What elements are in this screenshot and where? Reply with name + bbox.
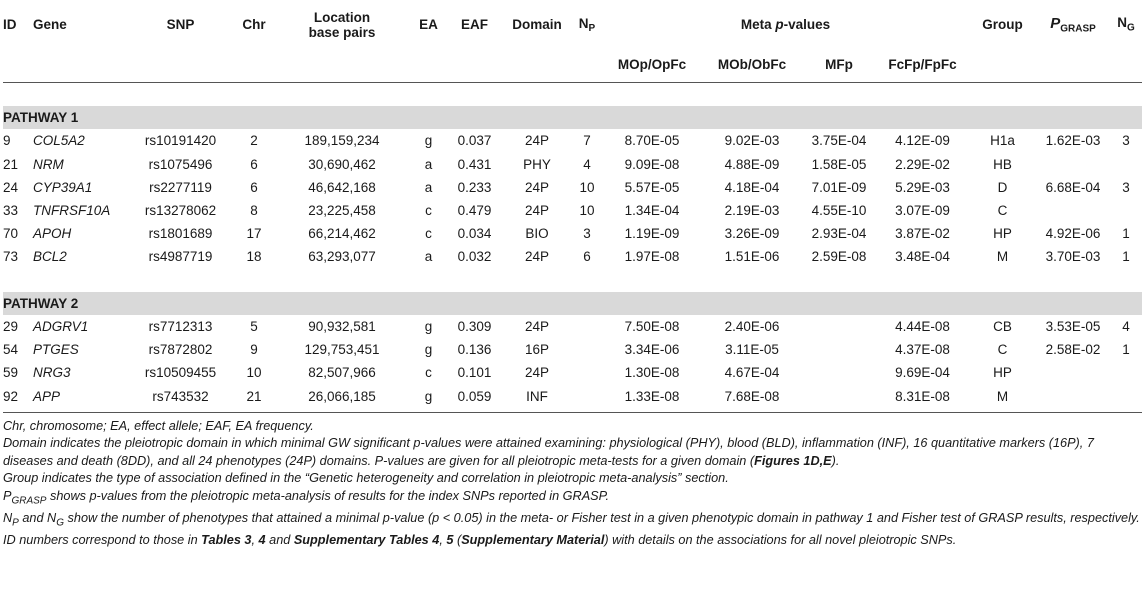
cell-pgrasp: 3.70E-03 [1045, 249, 1101, 265]
cell-id: 73 [3, 249, 19, 265]
cell-fcfp: 3.07E-09 [895, 203, 950, 219]
cell-mob: 3.11E-05 [725, 342, 779, 358]
cell-np [572, 338, 602, 361]
header-pgrasp-main: P [1050, 14, 1061, 32]
cell-pgrasp: 1.62E-03 [1045, 133, 1101, 149]
cell-pgrasp: 6.68E-04 [1045, 179, 1101, 195]
cell-id: 33 [3, 203, 19, 219]
header-meta-pvalues [602, 3, 969, 46]
table-row [3, 361, 1142, 384]
cell-domain: 16P [524, 342, 550, 358]
cell-pgrasp [1036, 384, 1110, 407]
cell-ea: a [424, 179, 433, 195]
link-supplementary-table-5[interactable]: 5 [446, 532, 454, 547]
cell-domain: 24P [524, 318, 550, 334]
cell-ng [1110, 361, 1142, 384]
cell-np: 3 [583, 226, 591, 242]
cell-snp: rs13278062 [144, 203, 217, 219]
cell-fcfp: 5.29E-03 [895, 179, 950, 195]
header-mob: MOb/ObFc [702, 46, 802, 83]
cell-ng [1110, 199, 1142, 222]
cell-group: M [996, 388, 1009, 404]
cell-eaf: 0.136 [457, 342, 492, 358]
table-body [3, 83, 1142, 413]
cell-eaf: 0.233 [457, 179, 492, 195]
cell-mob: 2.40E-06 [724, 318, 780, 334]
cell-group: C [997, 203, 1008, 219]
cell-ng [1110, 153, 1142, 176]
cell-ea: c [425, 203, 432, 219]
cell-mob: 4.67E-04 [724, 365, 780, 381]
cell-fcfp: 4.12E-09 [895, 133, 950, 149]
cell-group: HP [993, 226, 1012, 242]
cell-location: 189,159,234 [304, 133, 380, 149]
footnote-pgrasp-sub: GRASP [11, 495, 47, 507]
header-ng-main: N [1117, 15, 1128, 31]
cell-snp: rs7872802 [148, 342, 213, 358]
cell-domain: INF [526, 388, 548, 404]
cell-fcfp: 4.44E-08 [895, 318, 950, 334]
cell-id: 59 [3, 365, 19, 381]
cell-mob: 7.68E-08 [724, 388, 780, 404]
cell-location: 82,507,966 [308, 365, 376, 381]
cell-ea: c [425, 365, 432, 381]
footnote-abbrev: Chr, chromosome; EA, effect allele; EAF, EA frequency. [3, 419, 314, 433]
cell-ng: 1 [1122, 226, 1130, 242]
cell-chr: 8 [250, 203, 258, 219]
header-meta-p: p [775, 17, 784, 32]
cell-mop: 1.33E-08 [624, 388, 680, 404]
cell-domain: 24P [524, 179, 550, 195]
cell-location: 90,932,581 [308, 318, 376, 334]
cell-group: C [997, 342, 1008, 358]
header-ng-sub: G [1127, 22, 1135, 34]
cell-ng [1110, 384, 1142, 407]
cell-mob: 4.18E-04 [724, 179, 780, 195]
header-location-line1: Location [313, 9, 371, 25]
cell-mob: 3.26E-09 [724, 226, 780, 242]
link-supplementary-material[interactable]: Supplementary Material [461, 532, 605, 547]
cell-snp: rs10191420 [144, 133, 217, 149]
cell-pgrasp: 2.58E-02 [1045, 342, 1101, 358]
cell-ea: g [424, 318, 433, 334]
cell-chr: 17 [246, 226, 262, 242]
cell-gene: NRM [33, 156, 64, 172]
cell-location: 129,753,451 [304, 342, 380, 358]
header-ea: EA [419, 17, 438, 32]
cell-ng: 4 [1122, 318, 1130, 334]
cell-ng: 3 [1122, 133, 1130, 149]
section-title: PATHWAY 2 [3, 292, 1142, 315]
cell-ng: 1 [1122, 249, 1130, 265]
cell-fcfp: 3.48E-04 [895, 249, 950, 265]
footnote-domain [3, 435, 1142, 470]
cell-gene: BCL2 [33, 249, 67, 265]
cell-mop: 3.34E-06 [624, 342, 680, 358]
footnote-group: Group indicates the type of association defined in the “Genetic heterogeneity and correlation in pleiotropic meta-analysis” section. [3, 471, 729, 486]
cell-chr: 6 [250, 156, 258, 172]
header-mfp: MFp [802, 46, 876, 83]
cell-chr: 5 [250, 318, 258, 334]
footnote-domain-text: Domain indicates the pleiotropic domain in which minimal GW significant p-values were attained examining: physiological (PHY), blood (BLD), inflammation (INF), 16 quantitative markers (16P), 7 diseases and death (8DD), and all 24 phenotypes (24P) domains. P-values are given for all pleiotropic meta-tests for a given domain ( [3, 436, 1094, 468]
table-row [3, 384, 1142, 407]
header-meta-rest: -values [783, 17, 831, 32]
cell-fcfp: 3.87E-02 [895, 226, 950, 242]
cell-mop: 1.97E-08 [624, 249, 680, 265]
cell-np [572, 361, 602, 384]
cell-gene: COL5A2 [33, 133, 85, 149]
cell-np: 10 [579, 179, 595, 195]
cell-gene: PTGES [33, 342, 79, 358]
table-row [3, 245, 1142, 268]
footnote-id-numbers [3, 532, 1142, 549]
cell-eaf: 0.037 [457, 133, 492, 149]
header-meta-label: Meta [740, 17, 776, 32]
table-row [3, 176, 1142, 199]
cell-mop: 9.09E-08 [624, 156, 680, 172]
cell-snp: rs4987719 [148, 249, 213, 265]
cell-ea: g [424, 388, 433, 404]
table-footnotes [3, 418, 1142, 549]
cell-snp: rs743532 [152, 388, 209, 404]
cell-fcfp: 2.29E-02 [895, 156, 950, 172]
cell-eaf: 0.431 [457, 156, 492, 172]
cell-eaf: 0.479 [457, 203, 492, 219]
cell-np: 4 [583, 156, 591, 172]
cell-ea: g [424, 342, 433, 358]
footnote-ng-n: and N [18, 510, 57, 525]
cell-eaf: 0.034 [457, 226, 492, 242]
table-row [3, 222, 1142, 245]
cell-ea: g [424, 133, 433, 149]
cell-chr: 6 [250, 179, 258, 195]
cell-mfp: 1.58E-05 [811, 156, 867, 172]
cell-np: 7 [583, 133, 591, 149]
cell-mop: 5.57E-05 [624, 179, 680, 195]
header-id: ID [3, 17, 17, 32]
header-location-line2: base pairs [308, 24, 376, 40]
section-title: PATHWAY 1 [3, 106, 1142, 129]
footnote-np-ng [3, 510, 1142, 532]
footnote-sep-1: , [251, 532, 259, 547]
cell-mfp [802, 384, 876, 407]
cell-snp: rs2277119 [149, 179, 212, 195]
cell-snp: rs10509455 [144, 365, 217, 381]
header-location [274, 3, 410, 46]
cell-eaf: 0.309 [457, 318, 492, 334]
header-snp: SNP [166, 17, 195, 32]
cell-gene: APOH [33, 226, 72, 242]
cell-chr: 21 [246, 388, 262, 404]
cell-mob: 4.88E-09 [724, 156, 780, 172]
table-header [3, 3, 1142, 83]
cell-id: 70 [3, 226, 19, 242]
footnote-sep-2: and [265, 532, 294, 547]
cell-np [572, 384, 602, 407]
header-group: Group [982, 17, 1023, 32]
cell-mfp [802, 338, 876, 361]
cell-group: D [997, 179, 1008, 195]
link-table-4[interactable]: 4 [258, 532, 266, 547]
cell-fcfp: 8.31E-08 [895, 388, 950, 404]
cell-group: M [996, 249, 1009, 265]
cell-chr: 2 [250, 133, 258, 149]
cell-fcfp: 4.37E-08 [895, 342, 950, 358]
cell-mop: 1.34E-04 [624, 203, 680, 219]
cell-location: 30,690,462 [308, 156, 376, 172]
table-row [3, 153, 1142, 176]
footnote-id-end: ) with details on the associations for all novel pleiotropic SNPs. [604, 532, 957, 547]
cell-np [572, 315, 602, 338]
cell-ea: c [425, 226, 432, 242]
cell-mfp [802, 315, 876, 338]
header-mop: MOp/OpFc [602, 46, 702, 83]
cell-ng: 3 [1122, 179, 1130, 195]
header-domain: Domain [512, 17, 562, 32]
cell-domain: 24P [524, 365, 550, 381]
link-tables-3[interactable]: Tables 3 [201, 532, 252, 547]
header-np [572, 3, 602, 46]
cell-gene: ADGRV1 [33, 318, 89, 334]
header-fcfp: FcFp/FpFc [876, 46, 969, 83]
cell-mop: 8.70E-05 [624, 133, 680, 149]
cell-mfp: 4.55E-10 [811, 203, 867, 219]
cell-mop: 7.50E-08 [624, 318, 680, 334]
cell-id: 9 [3, 133, 11, 149]
cell-chr: 18 [246, 249, 262, 265]
footnote-pgrasp [3, 488, 1142, 510]
header-chr: Chr [242, 17, 266, 32]
cell-mop: 1.30E-08 [624, 365, 680, 381]
cell-mfp [802, 361, 876, 384]
cell-domain: 24P [524, 203, 550, 219]
footnote-id-text: ID numbers correspond to those in [3, 532, 202, 547]
table-row [3, 129, 1142, 152]
table-row [3, 315, 1142, 338]
cell-pgrasp [1036, 199, 1110, 222]
footnote-sep-4: ( [453, 532, 462, 547]
footnote-np-sub: P [12, 517, 19, 529]
cell-group: HP [993, 365, 1012, 381]
footnote-pgrasp-p: P [3, 488, 12, 503]
cell-gene: CYP39A1 [33, 179, 93, 195]
cell-eaf: 0.032 [457, 249, 492, 265]
footnote-sep-3: , [439, 532, 447, 547]
cell-domain: BIO [525, 226, 549, 242]
cell-id: 54 [3, 342, 19, 358]
header-np-sub: P [588, 22, 596, 34]
cell-mfp: 2.93E-04 [811, 226, 867, 242]
footnote-ng-sub: G [56, 517, 65, 529]
cell-np: 10 [579, 203, 595, 219]
footnote-np-ng-text: show the number of phenotypes that attained a minimal p-value (p < 0.05) in the meta- or Fisher test in a given phenotypic domain in pathway 1 and Fisher test of GRASP results, respectively. [64, 510, 1140, 525]
cell-location: 26,066,185 [308, 388, 376, 404]
cell-snp: rs7712313 [148, 318, 213, 334]
cell-ea: a [424, 249, 433, 265]
cell-domain: PHY [523, 156, 551, 172]
cell-group: CB [993, 318, 1012, 334]
cell-eaf: 0.059 [457, 388, 492, 404]
cell-mob: 9.02E-03 [724, 133, 780, 149]
cell-location: 23,225,458 [308, 203, 376, 219]
cell-chr: 9 [250, 342, 258, 358]
cell-group: H1a [990, 133, 1015, 149]
footnote-pgrasp-text: shows p-values from the pleiotropic meta-analysis of results for the index SNPs reported in GRASP. [46, 488, 609, 503]
table-row [3, 199, 1142, 222]
cell-group: HB [993, 156, 1012, 172]
cell-pgrasp: 3.53E-05 [1045, 318, 1101, 334]
cell-np: 6 [583, 249, 591, 265]
cell-location: 63,293,077 [308, 249, 376, 265]
footnote-np-n: N [3, 510, 13, 525]
cell-id: 24 [3, 179, 19, 195]
cell-eaf: 0.101 [457, 365, 492, 381]
cell-pgrasp [1036, 153, 1110, 176]
cell-snp: rs1801689 [148, 226, 213, 242]
cell-mob: 1.51E-06 [724, 249, 780, 265]
header-pgrasp-sub: GRASP [1060, 23, 1096, 35]
cell-ea: a [424, 156, 433, 172]
cell-chr: 10 [246, 365, 262, 381]
cell-id: 21 [3, 156, 19, 172]
results-table [3, 3, 1142, 413]
cell-location: 46,642,168 [308, 179, 376, 195]
cell-gene: TNFRSF10A [33, 203, 111, 219]
cell-pgrasp [1036, 361, 1110, 384]
section-header-row [3, 292, 1142, 315]
cell-gene: NRG3 [33, 365, 71, 381]
cell-domain: 24P [524, 249, 550, 265]
footnote-domain-end: ). [831, 453, 840, 468]
cell-mfp: 2.59E-08 [811, 249, 867, 265]
header-np-main: N [578, 15, 589, 31]
cell-location: 66,214,462 [308, 226, 376, 242]
cell-pgrasp: 4.92E-06 [1045, 226, 1101, 242]
header-ng [1110, 3, 1142, 46]
table-row [3, 338, 1142, 361]
section-header-row [3, 106, 1142, 129]
footnote-figures-link: Figures 1D,E [754, 453, 832, 468]
header-pgrasp [1036, 3, 1110, 46]
cell-mfp: 7.01E-09 [811, 179, 867, 195]
cell-domain: 24P [524, 133, 550, 149]
cell-id: 29 [3, 318, 19, 334]
cell-snp: rs1075496 [148, 156, 213, 172]
link-supplementary-tables-4[interactable]: Supplementary Tables 4 [293, 532, 440, 547]
cell-gene: APP [33, 388, 61, 404]
cell-mop: 1.19E-09 [624, 226, 680, 242]
header-gene: Gene [33, 17, 67, 32]
cell-ng: 1 [1122, 342, 1130, 358]
header-eaf: EAF [461, 17, 488, 32]
cell-mfp: 3.75E-04 [811, 133, 867, 149]
cell-mob: 2.19E-03 [724, 203, 780, 219]
cell-fcfp: 9.69E-04 [895, 365, 950, 381]
cell-id: 92 [3, 388, 19, 404]
